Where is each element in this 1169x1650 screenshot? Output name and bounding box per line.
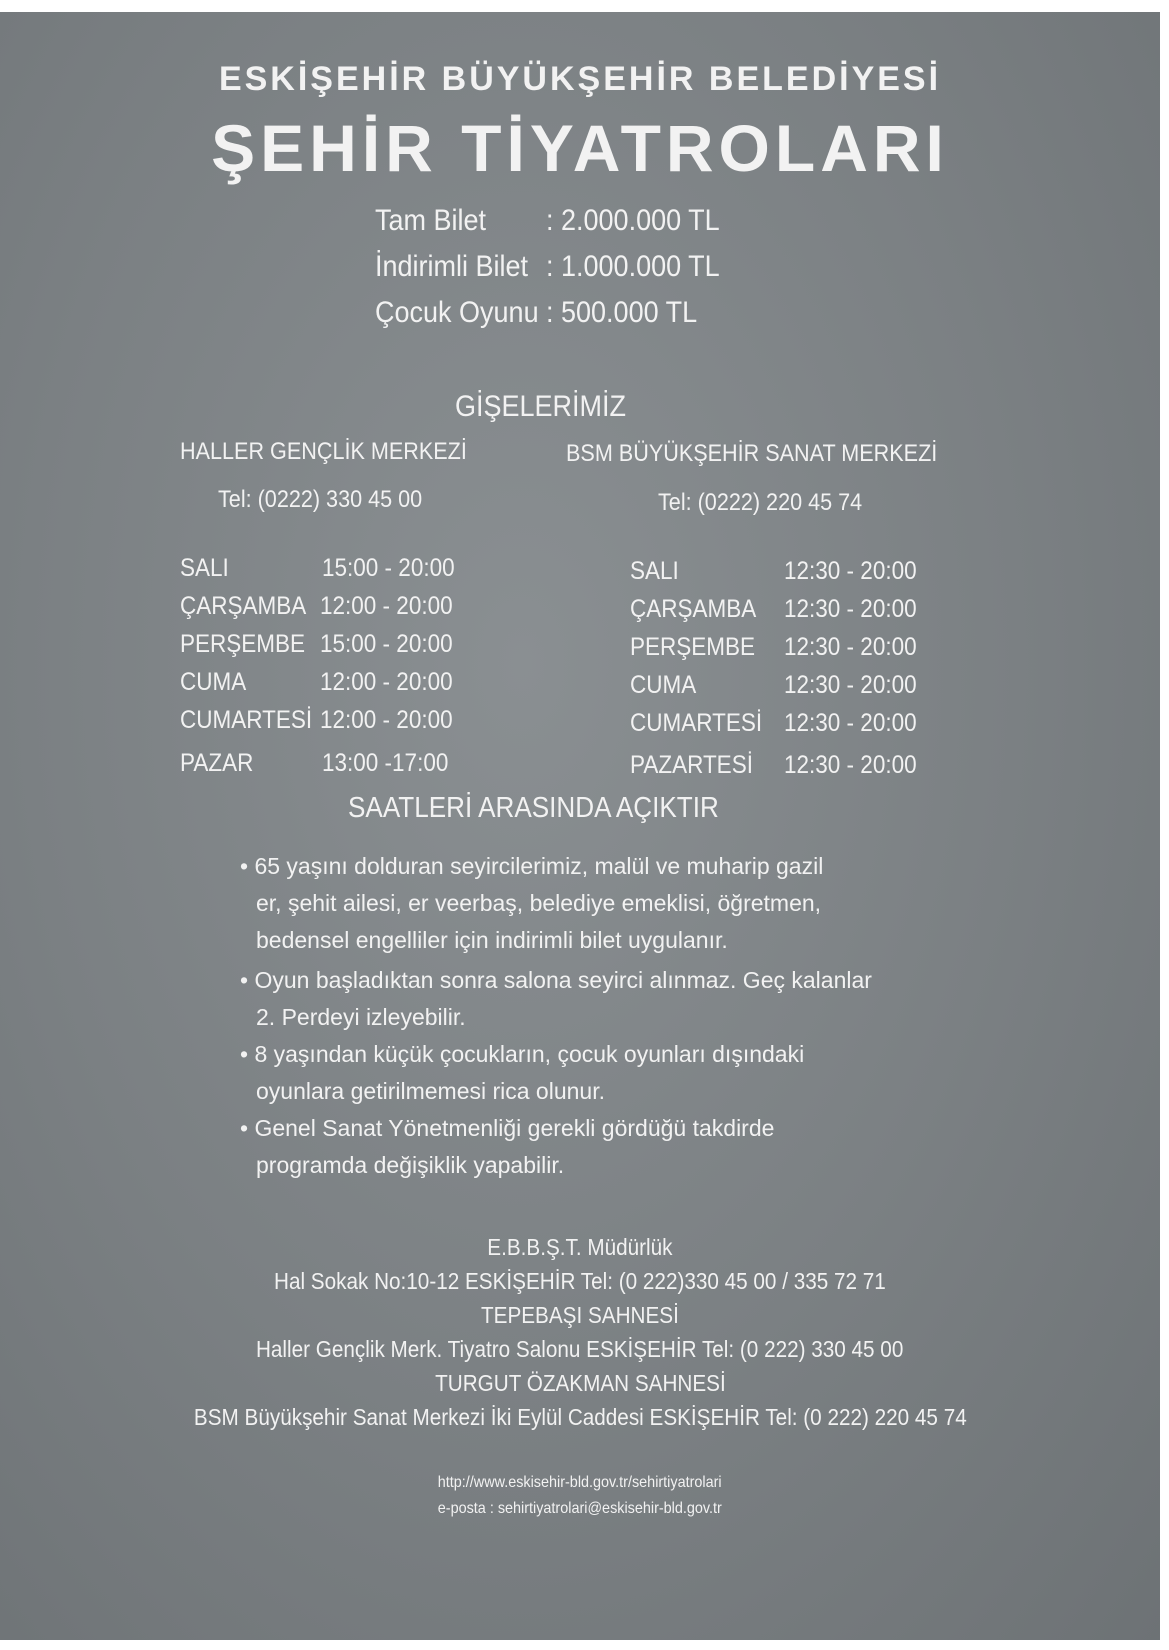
schedule-hours: 13:00 -17:00	[322, 749, 449, 777]
bullet-icon: •	[240, 1041, 255, 1067]
note-item	[240, 1110, 774, 1184]
schedule-day: CUMA	[180, 668, 247, 696]
schedule-hours: 12:30 - 20:00	[784, 709, 917, 737]
bullet-icon: •	[240, 967, 255, 993]
bullet-icon: •	[240, 853, 255, 879]
note-item	[240, 848, 823, 959]
theatre-title: ŞEHİR TİYATROLARI	[211, 111, 949, 185]
footer-line: Haller Gençlik Merk. Tiyatro Salonu ESKİŞEHİR Tel: (0 222) 330 45 00	[256, 1336, 904, 1362]
schedule-hours: 15:00 - 20:00	[322, 554, 455, 582]
box-offices-title: GİŞELERİMİZ	[455, 390, 627, 423]
note-line: 8 yaşından küçük çocukların, çocuk oyunları dışındaki	[254, 1041, 805, 1067]
note-line: Genel Sanat Yönetmenliği gerekli gördüğü takdirde	[254, 1115, 775, 1141]
schedule-day: SALI	[180, 554, 229, 582]
note-line: programda değişiklik yapabilir.	[256, 1152, 565, 1178]
schedule-day: PERŞEMBE	[630, 633, 756, 661]
municipality-title: ESKİŞEHİR BÜYÜKŞEHİR BELEDİYESİ	[218, 60, 942, 98]
price-value: : 2.000.000 TL	[546, 204, 720, 237]
footer-line: BSM Büyükşehir Sanat Merkezi İki Eylül Caddesi ESKİŞEHİR Tel: (0 222) 220 45 74	[193, 1404, 967, 1430]
website-url[interactable]: http://www.eskisehir-bld.gov.tr/sehirtiyatrolari	[438, 1474, 722, 1491]
footer-line: Hal Sokak No:10-12 ESKİŞEHİR Tel: (0 222)330 45 00 / 335 72 71	[274, 1268, 886, 1294]
left-office-name: HALLER GENÇLİK MERKEZİ	[180, 438, 467, 465]
right-office-name: BSM BÜYÜKŞEHİR SANAT MERKEZİ	[566, 440, 938, 467]
schedule-hours: 12:30 - 20:00	[784, 751, 917, 779]
footer-line: E.B.B.Ş.T. Müdürlük	[487, 1234, 673, 1260]
note-line: er, şehit ailesi, er veerbaş, belediye emeklisi, öğretmen,	[256, 890, 822, 916]
schedule-day: ÇARŞAMBA	[180, 592, 307, 620]
note-line: 2. Perdeyi izleyebilir.	[256, 1004, 466, 1030]
price-label: İndirimli Bilet	[375, 250, 529, 283]
price-label: Çocuk Oyunu	[375, 296, 539, 329]
price-value: : 500.000 TL	[546, 296, 698, 329]
schedule-day: CUMARTESİ	[180, 706, 313, 734]
schedule-day: PAZAR	[180, 749, 254, 777]
schedule-day: SALI	[630, 557, 679, 585]
open-hours-text: SAATLERİ ARASINDA AÇIKTIR	[348, 792, 719, 824]
note-item	[240, 962, 872, 1036]
schedule-hours: 12:30 - 20:00	[784, 671, 917, 699]
schedule-day: CUMA	[630, 671, 697, 699]
footer-line: TURGUT ÖZAKMAN SAHNESİ	[434, 1370, 726, 1396]
schedule-hours: 12:30 - 20:00	[784, 595, 917, 623]
price-label: Tam Bilet	[375, 204, 487, 237]
schedule-hours: 15:00 - 20:00	[320, 630, 453, 658]
right-office-tel: Tel: (0222) 220 45 74	[658, 489, 863, 516]
schedule-hours: 12:00 - 20:00	[320, 706, 453, 734]
schedule-day: PAZARTESİ	[630, 751, 753, 779]
note-line: 65 yaşını dolduran seyircilerimiz, malül ve muharip gazil	[254, 853, 824, 879]
note-item	[240, 1036, 804, 1110]
footer-line: TEPEBAŞI SAHNESİ	[481, 1302, 679, 1328]
note-line: oyunlara getirilmemesi rica olunur.	[256, 1078, 605, 1104]
poster-page	[0, 12, 1160, 1640]
left-office-tel: Tel: (0222) 330 45 00	[218, 486, 423, 513]
note-line: Oyun başladıktan sonra salona seyirci alınmaz. Geç kalanlar	[254, 967, 872, 993]
email-address[interactable]: e-posta : sehirtiyatrolari@eskisehir-bld.gov.tr	[437, 1500, 723, 1517]
schedule-hours: 12:00 - 20:00	[320, 668, 453, 696]
schedule-day: CUMARTESİ	[630, 709, 763, 737]
price-value: : 1.000.000 TL	[546, 250, 720, 283]
schedule-day: PERŞEMBE	[180, 630, 306, 658]
schedule-hours: 12:00 - 20:00	[320, 592, 453, 620]
schedule-hours: 12:30 - 20:00	[784, 557, 917, 585]
note-line: bedensel engelliler için indirimli bilet uygulanır.	[256, 927, 728, 953]
schedule-hours: 12:30 - 20:00	[784, 633, 917, 661]
bullet-icon: •	[240, 1115, 255, 1141]
schedule-day: ÇARŞAMBA	[630, 595, 757, 623]
